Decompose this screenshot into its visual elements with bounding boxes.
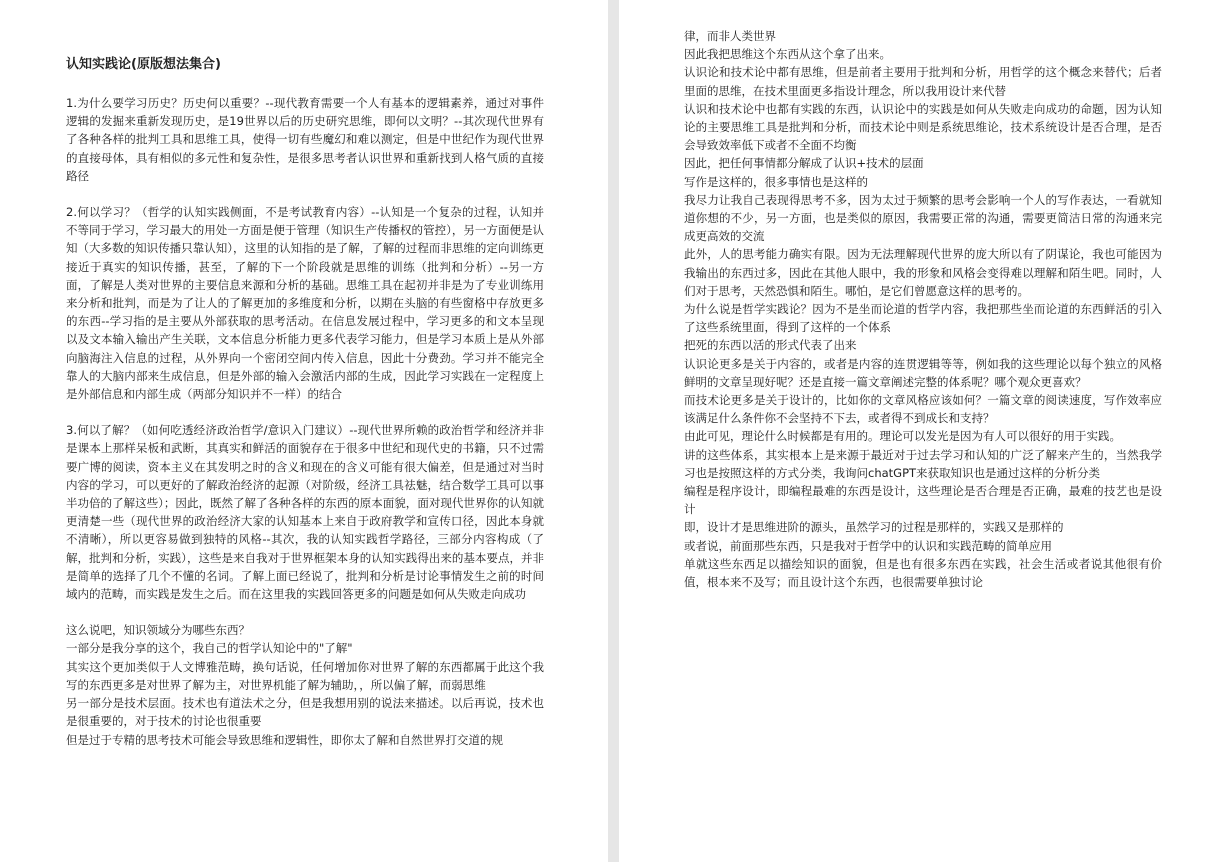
text-line: 认识和技术论中也都有实践的东西，认识论中的实践是如何从失败走向成功的命题，因为认知论的主要思维工具是批判和分析，而技术论中则是系统思维论，技术系统设计是否合理，是否会导致效率低下或者不全面不均衡: [684, 101, 1162, 153]
document-page-right: [619, 0, 1228, 862]
text-line: 认识论更多是关于内容的，或者是内容的连贯逻辑等等，例如我的这些理论以每个独立的风格鲜明的文章呈现好呢？还是直接一篇文章阐述完整的体系呢？哪个观众更喜欢？: [684, 356, 1162, 389]
text-line: 一部分是我分享的这个，我自己的哲学认知论中的"了解": [66, 641, 353, 656]
text-line: 即，设计才是思维进阶的源头，虽然学习的过程是那样的，实践又是那样的: [684, 520, 1064, 535]
text-line: 因此，把任何事情都分解成了认识+技术的层面: [684, 156, 924, 171]
text-line: 其实这个更加类似于人文博雅范畴，换句话说，任何增加你对世界了解的东西都属于此这个我写的东西更多是对世界了解为主，对世界机能了解为辅助，，所以偏了解，而弱思维: [66, 659, 544, 692]
text-line: 另一部分是技术层面。技术也有道法术之分，但是我想用别的说法来描述。以后再说，技术也是很重要的，对于技术的讨论也很重要: [66, 696, 544, 729]
text-line: 但是过于专精的思考技术可能会导致思维和逻辑性，即你太了解和自然世界打交道的规: [66, 732, 503, 747]
text-line: 单就这些东西足以描绘知识的面貌，但是也有很多东西在实践，社会生活或者说其他很有价值，根本来不及写；而且设计这个东西，也很需要单独讨论: [684, 556, 1162, 590]
text-line: 把死的东西以活的形式代表了出来: [684, 338, 857, 353]
text-line: 由此可见，理论什么时候都是有用的。理论可以发光是因为有人可以很好的用于实践。: [684, 429, 1121, 444]
text-line: 编程是程序设计，即编程最难的东西是设计，这些理论是否合理是否正确，最难的技艺也是设计: [684, 484, 1162, 517]
paragraph-3: 3.何以了解？（如何吃透经济政治哲学/意识入门建议）--现代世界所赖的政治哲学和经济并非是课本上那样呆板和武断，其真实和鲜活的面貌存在于很多中世纪和现代史的书籍，只不过需要广博的阅读，资本主义在其发明之时的含义和现在的含义可能有很大偏差，但是通过对当时内容的学习，可以更好的了解政治经济的起源（对阶级，经济工具祛魅，结合数学工具可以事半功倍的了解这些）；因此，既然了解了各种各样的东西的原本面貌，面对现代世界你的认知就更清楚一些（现代世界的政治经济大家的认知基本上来自于政府教学和宣传口径，因此本身就不清晰），所以更容易做到独特的风格--其次，我的认知实践哲学路径，三部分内容构成（了解，批判和分析，实践），这些是来自我对于世界框架本身的认知实践得出来的基本要点，并非是简单的选择了几个不懂的名词。了解上面已经说了，批判和分析是讨论事情发生之前的时间域内的范畴，而实践是发生之后。而在这里我的实践回答更多的问题是如何从失败走向成功: [66, 423, 544, 602]
text-line: 这么说吧，知识领域分为哪些东西？: [66, 623, 250, 638]
text-line: 我尽力让我自己表现得思考不多，因为太过于频繁的思考会影响一个人的写作表达，一看就知道你想的不少，另一方面，也是类似的原因，我需要正常的沟通，需要更简洁日常的沟通来完成更高效的交流: [684, 192, 1162, 244]
text-line: 而技术论更多是关于设计的，比如你的文章风格应该如何？一篇文章的阅读速度，写作效率应该满足什么条件你不会坚持不下去，或者得不到成长和支持？: [684, 393, 1162, 426]
document-page-left: [0, 0, 608, 862]
text-line: 或者说，前面那些东西，只是我对于哲学中的认识和实践范畴的简单应用: [684, 538, 1052, 553]
text-line: 写作是这样的，很多事情也是这样的: [684, 174, 868, 189]
text-line: 认识论和技术论中都有思维，但是前者主要用于批判和分析，用哲学的这个概念来替代；后者里面的思维，在技术里面更多指设计理念，所以我用设计来代替: [684, 65, 1162, 98]
text-line: 因此我把思维这个东西从这个拿了出来。: [684, 47, 891, 62]
text-line: 律，而非人类世界: [684, 29, 776, 43]
paragraph-1: 1.为什么要学习历史？历史何以重要？--现代教育需要一个人有基本的逻辑素养，通过对事件逻辑的发掘来重新发现历史，是19世界以后的历史研究思维，即何以文明？--其次现代世界有了各种各样的批判工具和思维工具，使得一切有些魔幻和难以测定，但是中世纪作为现代世界的直接母体，具有相似的多元性和复杂性，是很多思考者认识世界和重新找到人格气质的直接路径: [66, 96, 544, 183]
paragraph-2: 2.何以学习？（哲学的认知实践侧面，不是考试教育内容）--认知是一个复杂的过程，认知并不等同于学习，学习最大的用处一方面是便于管理（知识生产传播权的管控），另一方面便是认知（大多数的知识传播只靠认知），这里的认知指的是了解，了解的过程而非思维的定向训练更接近于真实的知识传播，甚至，了解的下一个阶段就是思维的训练（批判和分析）--另一方面，了解是人类对世界的主要信息来源和分析的基础。思维工具在起初并非是为了专业训练用来分析和批判，而是为了让人的了解更加的多维度和分析，以期在头脑的有些窗格中存放更多的东西--学习指的是主要从外部获取的思考活动。在信息发展过程中，学习更多的和文本呈现以及文本输入输出产生关联，文本信息分析能力更多代表学习能力，但是学习本质上是从外部向脑海注入信息的过程，从外界向一个密闭空间内传入信息，因此十分费劲。学习并不能完全靠人的大脑内部来生成信息，但是外部的输入会激活内部的生成，因此学习实践在一定程度上是外部信息和内部生成（两部分知识并不一样）的结合: [66, 205, 544, 402]
document-title: 认知实践论(原版想法集合): [66, 57, 221, 72]
text-line: 为什么说是哲学实践论？因为不是坐而论道的哲学内容，我把那些坐而论道的东西鲜活的引入了这些系统里面，得到了这样的一个体系: [684, 302, 1162, 335]
text-line: 讲的这些体系，其实根本上是来源于最近对于过去学习和认知的广泛了解来产生的，当然我学习也是按照这样的方式分类，我询问chatGPT来获取知识也是通过这样的分析分类: [684, 447, 1162, 480]
text-line: 此外，人的思考能力确实有限。因为无法理解现代世界的庞大所以有了阴谋论，我也可能因为我输出的东西过多，因此在其他人眼中，我的形象和风格会变得难以理解和陌生吧。同时，人们对于思考，天然恐惧和陌生。哪怕，是它们曾愿意这样的思考的。: [684, 247, 1162, 298]
